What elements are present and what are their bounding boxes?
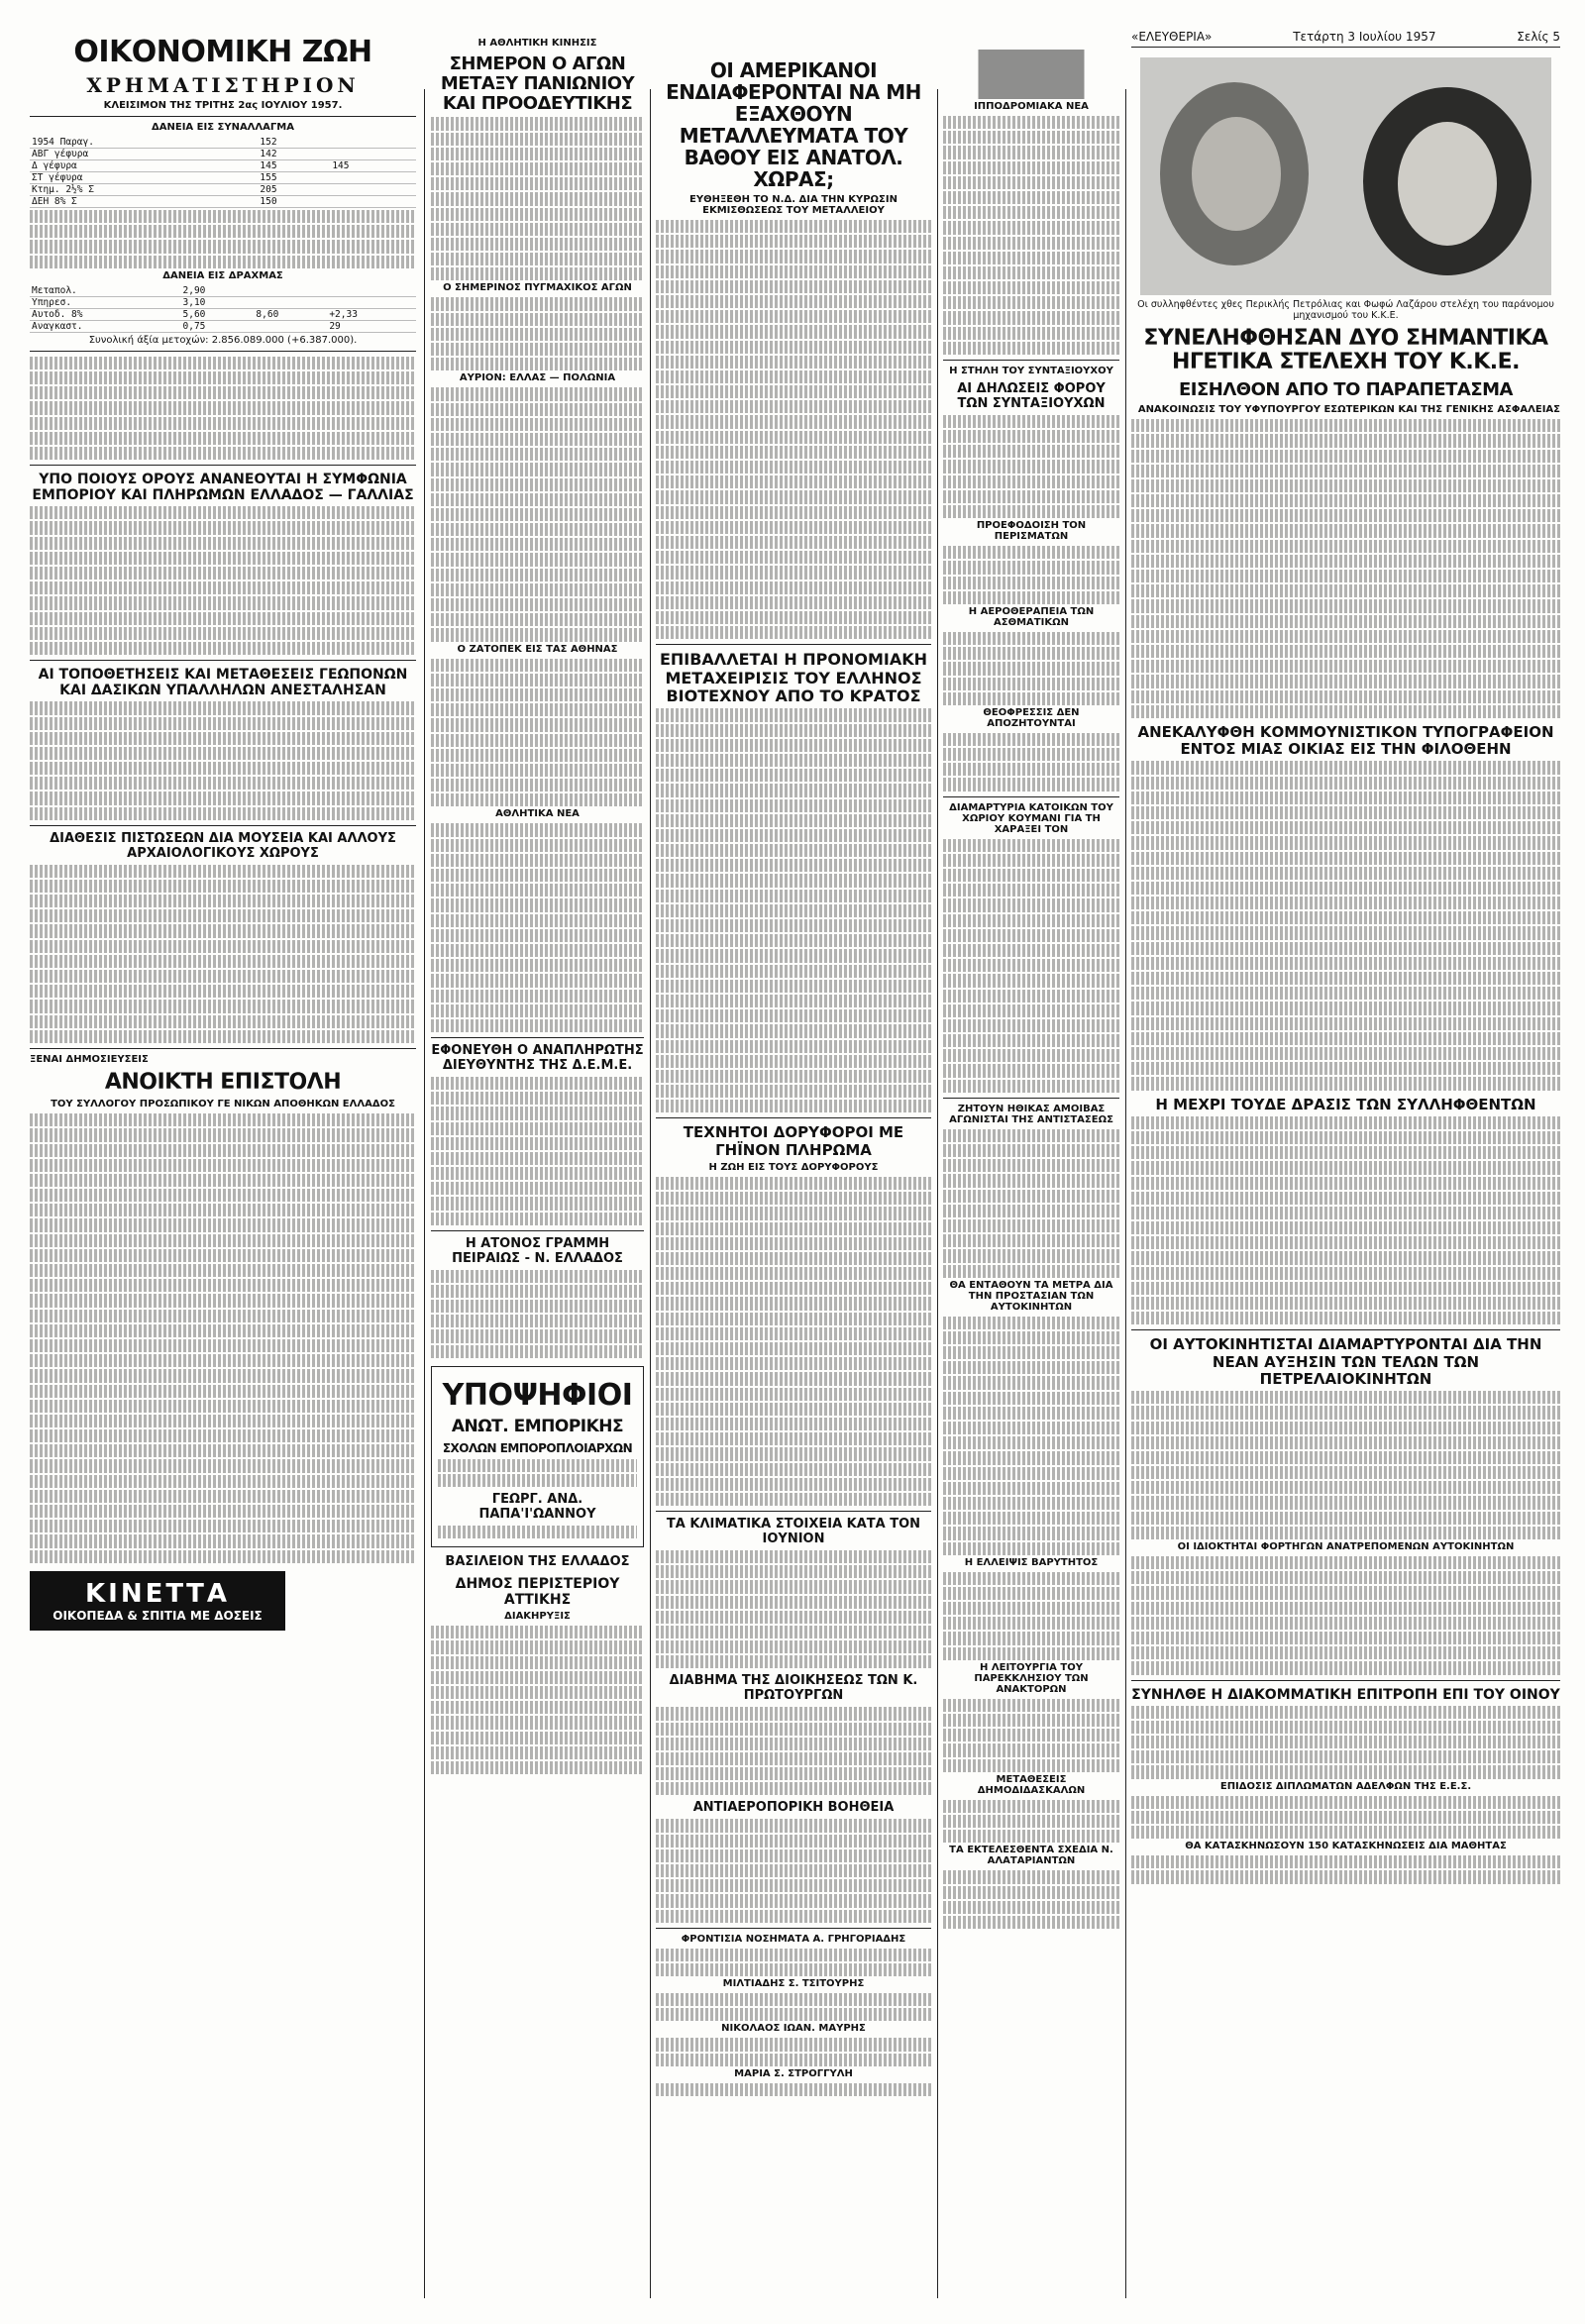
advert-box [30, 1571, 285, 1631]
table-cell: ΑΒΓ γέφυρα [30, 149, 258, 160]
horse-racing-drawing [943, 50, 1119, 99]
advert-line: ΣΧΟΛΩΝ ΕΜΠΟΡΟΠΛΟΙΑΡΧΩΝ [442, 1440, 633, 1455]
classified-ad: ΜΙΛΤΙΑΔΗΣ Σ. ΤΣΙΤΟΥΡΗΣ [722, 1978, 865, 1990]
advert-box [431, 1366, 644, 1547]
headline: ΟΙ ΑΥΤΟΚΙΝΗΤΙΣΤΑΙ ΔΙΑΜΑΡΤΥΡΟΝΤΑΙ ΔΙΑ ΤΗΝ ΝΕΑΝ ΑΥΞΗΣΙΝ ΤΩΝ ΤΕΛΩΝ ΤΩΝ ΠΕΤΡΕΛΑΙΟΚΙΝΗΤΩΝ [1149, 1335, 1542, 1388]
news-photo [1140, 57, 1551, 295]
subheadline: Η ΖΩΗ ΕΙΣ ΤΟΥΣ ΔΟΡΥΦΟΡΟΥΣ [708, 1161, 879, 1173]
column-sports [431, 30, 644, 2298]
table-cell: 3,10 [181, 296, 255, 308]
column-rule [650, 89, 651, 2298]
headline: ΑΝΤΙΑΕΡΟΠΟΡΙΚΗ ΒΟΗΘΕΙΑ [692, 1800, 895, 1816]
subheadline: ΕΠΙΔΟΣΙΣ ΔΙΠΛΩΜΑΤΩΝ ΑΔΕΛΦΩΝ ΤΗΣ Ε.Ε.Σ. [1219, 1780, 1472, 1792]
headline: ΤΑ ΚΛΙΜΑΤΙΚΑ ΣΤΟΙΧΕΙΑ ΚΑΤΑ ΤΟΝ ΙΟΥΝΙΟΝ [666, 1517, 921, 1547]
bonds-table [30, 137, 416, 208]
subheadline: ΕΥΘΗΞΕΘΗ ΤΟ Ν.Δ. ΔΙΑ ΤΗΝ ΚΥΡΩΣΙΝ ΕΚΜΙΣΘΩΣΕΩΣ ΤΟΥ ΜΕΤΑΛΛΕΙΟΥ [689, 194, 898, 216]
column-rule [937, 89, 938, 2298]
table-cell [327, 285, 416, 297]
table-row [30, 296, 416, 308]
table-cell [254, 296, 327, 308]
advert-name: ΓΕΩΡΓ. ΑΝΔ. ΠΑΠΑ'Ι'ΩΑΝΝΟΥ [478, 1492, 596, 1523]
section-title: ΟΙΚΟΝΟΜΙΚΗ ΖΩΗ [73, 35, 372, 69]
subheadline: Η ΛΕΙΤΟΥΡΓΙΑ ΤΟΥ ΠΑΡΕΚΚΛΗΣΙΟΥ ΤΩΝ ΑΝΑΚΤΟΡΩΝ [974, 1661, 1089, 1695]
advert-sub: ΟΙΚΟΠΕΔΑ & ΣΠΙΤΙΑ ΜΕ ΔΟΣΕΙΣ [53, 1608, 263, 1623]
table-cell: Μεταπολ. [30, 285, 181, 297]
table-row [30, 184, 416, 196]
table-cell [402, 172, 416, 184]
table-cell: 1954 Παραγ. [30, 137, 258, 149]
table-cell [330, 149, 402, 160]
subheadline: ΖΗΤΟΥΝ ΗΘΙΚΑΣ ΑΜΟΙΒΑΣ ΑΓΩΝΙΣΤΑΙ ΤΗΣ ΑΝΤΙΣΤΑΣΕΩΣ [949, 1103, 1113, 1125]
table-row [30, 160, 416, 172]
table-cell [402, 196, 416, 208]
subheadline: ΠΡΟΕΦΟΔΟΙΣΗ ΤΟΝ ΠΕΡΙΣΜΑΤΩΝ [976, 520, 1087, 543]
table-cell [254, 320, 327, 332]
kicker: ΙΠΠΟΔΡΟΜΙΑΚΑ ΝΕΑ [974, 101, 1089, 112]
section-label: ΞΕΝΑΙ ΔΗΜΟΣΙΕΥΣΕΙΣ [30, 1053, 149, 1065]
subheadline: ΘΑ ΚΑΤΑΣΚΗΝΩΣΟΥΝ 150 ΚΑΤΑΣΚΗΝΩΣΕΙΣ ΔΙΑ ΜΑΘΗΤΑΣ [1185, 1841, 1507, 1852]
subheadline: Η ΑΕΡΟΘΕΡΑΠΕΙΑ ΤΩΝ ΑΣΘΜΑΤΙΚΩΝ [968, 605, 1095, 628]
headline: ΕΦΟΝΕΥΘΗ Ο ΑΝΑΠΛΗΡΩΤΗΣ ΔΙΕΥΘΥΝΤΗΣ ΤΗΣ Δ.Ε.Μ.Ε. [431, 1043, 644, 1074]
table-cell [330, 196, 402, 208]
newspaper-page [30, 30, 1560, 2298]
notice-title: ΒΑΣΙΛΕΙΟΝ ΤΗΣ ΕΛΛΑΔΟΣ [445, 1554, 630, 1570]
table-cell [330, 137, 402, 149]
table-cell: 0,75 [181, 320, 255, 332]
notice-sub: ΔΗΜΟΣ ΠΕΡΙΣΤΕΡΙΟΥ ΑΤΤΙΚΗΣ [455, 1576, 620, 1609]
table-cell: 5,60 [181, 308, 255, 320]
table-cell [402, 137, 416, 149]
subheadline: ΘΑ ΕΝΤΑΘΟΥΝ ΤΑ ΜΕΤΡΑ ΔΙΑ ΤΗΝ ΠΡΟΣΤΑΣΙΑΝ ΤΩΝ ΑΥΤΟΚΙΝΗΤΩΝ [949, 1279, 1113, 1313]
column-news [656, 30, 931, 2298]
column-economy [30, 30, 416, 2298]
table-cell: Υπηρεσ. [30, 296, 181, 308]
table-row [30, 285, 416, 297]
headline: ΑΝΕΚΑΛΥΦΘΗ ΚΟΜΜΟΥΝΙΣΤΙΚΟΝ ΤΥΠΟΓΡΑΦΕΙΟΝ ΕΝΤΟΣ ΜΙΑΣ ΟΙΚΙΑΣ ΕΙΣ ΤΗΝ ΦΙΛΟΘΕΗΝ [1137, 722, 1554, 759]
table-cell [254, 285, 327, 297]
table-cell [402, 149, 416, 160]
table-cell: 2,90 [181, 285, 255, 297]
table-cell: 150 [258, 196, 330, 208]
classified-ad: ΦΡΟΝΤΙΣΙΑ ΝΟΣΗΜΑΤΑ Α. ΓΡΗΓΟΡΙΑΔΗΣ [681, 1933, 906, 1945]
advert-title: ΚΙΝΕΤΤΑ [85, 1578, 230, 1609]
headline: ΑΙ ΔΗΛΩΣΕΙΣ ΦΟΡΟΥ ΤΩΝ ΣΥΝΤΑΞΙΟΥΧΩΝ [957, 381, 1106, 411]
headline: Η ΑΤΟΝΟΣ ΓΡΑΜΜΗ ΠΕΙΡΑΙΩΣ - Ν. ΕΛΛΑΔΟΣ [452, 1235, 623, 1266]
table-cell [330, 172, 402, 184]
table-cell: 152 [258, 137, 330, 149]
table-cell: 8,60 [254, 308, 327, 320]
headline: Η ΜΕΧΡΙ ΤΟΥΔΕ ΔΡΑΣΙΣ ΤΩΝ ΣΥΛΛΗΦΘΕΝΤΩΝ [1155, 1095, 1536, 1113]
table-row [30, 196, 416, 208]
table-cell: 145 [258, 160, 330, 172]
column-rule [424, 89, 425, 2298]
table-cell: 205 [258, 184, 330, 196]
subheadline: Ο ΣΗΜΕΡΙΝΟΣ ΠΥΓΜΑΧΙΚΟΣ ΑΓΩΝ [443, 282, 632, 294]
column-rule [1125, 89, 1126, 2298]
table-cell [402, 160, 416, 172]
advert-line: ΑΝΩΤ. ΕΜΠΟΡΙΚΗΣ [451, 1416, 624, 1436]
table-cell: ΣΤ γέφυρα [30, 172, 258, 184]
section-subtitle: ΧΡΗΜΑΤΙΣΤΗΡΙΟΝ [86, 73, 360, 97]
table-row [30, 137, 416, 149]
headline: ΔΙΑΘΕΣΙΣ ΠΙΣΤΩΣΕΩΝ ΔΙΑ ΜΟΥΣΕΙΑ ΚΑΙ ΑΛΛΟΥΣ ΑΡΧΑΙΟΛΟΓΙΚΟΥΣ ΧΩΡΟΥΣ [50, 830, 396, 861]
classified-ad: ΝΙΚΟΛΑΟΣ ΙΩΑΝ. ΜΑΥΡΗΣ [721, 2023, 866, 2035]
classified-ad: ΜΑΡΙΑ Σ. ΣΤΡΟΓΓΥΛΗ [734, 2067, 853, 2079]
subheadline: ΤΟΥ ΣΥΛΛΟΓΟΥ ΠΡΟΣΩΠΙΚΟΥ ΓΕ ΝΙΚΩΝ ΑΠΟΘΗΚΩΝ ΕΛΛΑΔΟΣ [51, 1099, 395, 1110]
headline: ΔΙΑΒΗΜΑ ΤΗΣ ΔΙΟΙΚΗΣΕΩΣ ΤΩΝ Κ. ΠΡΩΤΟΥΡΓΩΝ [669, 1673, 918, 1704]
closing-line: ΚΛΕΙΣΙΜΟΝ ΤΗΣ ΤΡΙΤΗΣ 2ας ΙΟΥΛΙΟΥ 1957. [103, 100, 343, 111]
table-cell: +2,33 [327, 308, 416, 320]
table-title: ΔΑΝΕΙΑ ΕΙΣ ΣΥΝΑΛΛΑΓΜΑ [152, 122, 294, 133]
table-cell: ΔΕΗ 8% Σ [30, 196, 258, 208]
headline: ΣΥΝΗΛΘΕ Η ΔΙΑΚΟΜΜΑΤΙΚΗ ΕΠΙΤΡΟΠΗ ΕΠΙ ΤΟΥ ΟΙΝΟΥ [1131, 1686, 1560, 1703]
notice-label: ΔΙΑΚΗΡΥΞΙΣ [504, 1611, 571, 1623]
drachma-bonds-table [30, 285, 416, 333]
subheadline: ΑΥΡΙΟΝ: ΕΛΛΑΣ — ΠΟΛΩΝΙΑ [459, 372, 616, 384]
subheadline: ΤΑ ΕΚΤΕΛΕΣΘΕΝΤΑ ΣΧΕΔΙΑ Ν. ΑΛΑΤΑΡΙΑΝΤΩΝ [949, 1845, 1113, 1867]
table-cell [330, 184, 402, 196]
subheadline: Η ΕΛΛΕΙΨΙΣ ΒΑΡΥΤΗΤΟΣ [964, 1556, 1099, 1568]
table-row [30, 172, 416, 184]
table-row [30, 320, 416, 332]
headline: ΤΕΧΝΗΤΟΙ ΔΟΡΥΦΟΡΟΙ ΜΕ ΓΗΪΝΟΝ ΠΛΗΡΩΜΑ [683, 1123, 904, 1159]
table-title: ΔΑΝΕΙΑ ΕΙΣ ΔΡΑΧΜΑΣ [162, 269, 283, 281]
kicker: Η ΑΘΛΗΤΙΚΗ ΚΙΝΗΣΙΣ [477, 38, 597, 49]
headline: ΣΥΝΕΛΗΦΘΗΣΑΝ ΔΥΟ ΣΗΜΑΝΤΙΚΑ ΗΓΕΤΙΚΑ ΣΤΕΛΕΧΗ ΤΟΥ Κ.Κ.Ε. [1143, 326, 1548, 375]
page-number: Σελίς 5 [1517, 30, 1560, 44]
advert-title: ΥΠΟΨΗΦΙΟΙ [442, 1377, 633, 1413]
headline: ΟΙ ΑΜΕΡΙΚΑΝΟΙ ΕΝΔΙΑΦΕΡΟΝΤΑΙ ΝΑ ΜΗ ΕΞΑΧΘΟΥΝ ΜΕΤΑΛΛΕΥΜΑΤΑ ΤΟΥ ΒΑΘΟΥ ΕΙΣ ΑΝΑΤΟΛ. ΧΩΡΑΣ; [666, 58, 921, 191]
column-front [1131, 30, 1560, 2298]
subheadline: ΑΘΛΗΤΙΚΑ ΝΕΑ [495, 808, 580, 820]
issue-date: Τετάρτη 3 Ιουλίου 1957 [1293, 30, 1436, 44]
total-value: Συνολική άξία μετοχών: 2.856.089.000 (+6.387.000). [88, 334, 358, 346]
masthead-bar [1131, 30, 1560, 48]
headline: ΣΗΜΕΡΟΝ Ο ΑΓΩΝ ΜΕΤΑΞΥ ΠΑΝΙΩΝΙΟΥ ΚΑΙ ΠΡΟΟΔΕΥΤΙΚΗΣ [440, 53, 635, 114]
table-cell: 145 [330, 160, 402, 172]
photo-caption: Οι συλληφθέντες χθες Περικλής Πετρόλιας και Φωφώ Λαζάρου στελέχη του παράνομου μηχανισμού του Κ.Κ.Ε. [1137, 299, 1554, 321]
subheadline: ΕΙΣΗΛΘΟΝ ΑΠΟ ΤΟ ΠΑΡΑΠΕΤΑΣΜΑ [1179, 379, 1513, 401]
subheadline: ΔΙΑΜΑΡΤΥΡΙΑ ΚΑΤΟΙΚΩΝ ΤΟΥ ΧΩΡΙΟΥ ΚΟΥΜΑΝΙ ΓΙΑ ΤΗ ΧΑΡΑΞΕΙ ΤΟΝ [949, 801, 1113, 835]
column-title: Η ΣΤΗΛΗ ΤΟΥ ΣΥΝΤΑΞΙΟΥΧΟΥ [949, 366, 1113, 376]
table-row [30, 308, 416, 320]
table-cell: 29 [327, 320, 416, 332]
table-cell: Αυτοδ. 8% [30, 308, 181, 320]
table-cell: Κτημ. 2½% Σ [30, 184, 258, 196]
paper-name: «ΕΛΕΥΘΕΡΙΑ» [1131, 30, 1213, 44]
table-cell: 155 [258, 172, 330, 184]
headline: ΑΙ ΤΟΠΟΘΕΤΗΣΕΙΣ ΚΑΙ ΜΕΤΑΘΕΣΕΙΣ ΓΕΩΠΟΝΩΝ ΚΑΙ ΔΑΣΙΚΩΝ ΥΠΑΛΛΗΛΩΝ ΑΝΕΣΤΑΛΗΣΑΝ [38, 667, 408, 699]
column-briefs [943, 30, 1119, 2298]
table-cell [327, 296, 416, 308]
subheadline: ΑΝΑΚΟΙΝΩΣΙΣ ΤΟΥ ΥΦΥΠΟΥΡΓΟΥ ΕΣΩΤΕΡΙΚΩΝ ΚΑΙ ΤΗΣ ΓΕΝΙΚΗΣ ΑΣΦΑΛΕΙΑΣ [1137, 404, 1560, 416]
table-cell: Αναγκαστ. [30, 320, 181, 332]
subheadline: ΟΙ ΙΔΙΟΚΤΗΤΑΙ ΦΟΡΤΗΓΩΝ ΑΝΑΤΡΕΠΟΜΕΝΩΝ ΑΥΤΟΚΙΝΗΤΩΝ [1177, 1541, 1515, 1553]
headline: ΥΠΟ ΠΟΙΟΥΣ ΟΡΟΥΣ ΑΝΑΝΕΟΥΤΑΙ Η ΣΥΜΦΩΝΙΑ ΕΜΠΟΡΙΟΥ ΚΑΙ ΠΛΗΡΩΜΩΝ ΕΛΛΑΔΟΣ — ΓΑΛΛΙΑΣ [32, 472, 414, 504]
table-cell [402, 184, 416, 196]
table-cell: Δ γέφυρα [30, 160, 258, 172]
headline: ΕΠΙΒΑΛΛΕΤΑΙ Η ΠΡΟΝΟΜΙΑΚΗ ΜΕΤΑΧΕΙΡΙΣΙΣ ΤΟΥ ΕΛΛΗΝΟΣ ΒΙΟΤΕΧΝΟΥ ΑΠΟ ΤΟ ΚΡΑΤΟΣ [659, 650, 928, 706]
table-cell: 142 [258, 149, 330, 160]
headline: ΑΝΟΙΚΤΗ ΕΠΙΣΤΟΛΗ [104, 1069, 342, 1095]
subheadline: Ο ΖΑΤΟΠΕΚ ΕΙΣ ΤΑΣ ΑΘΗΝΑΣ [457, 643, 618, 655]
subheadline: ΜΕΤΑΘΕΣΕΙΣ ΔΗΜΟΔΙΔΑΣΚΑΛΩΝ [977, 1773, 1086, 1796]
subheadline: ΘΕΟΦΡΕΣΣΙΣ ΔΕΝ ΑΠΟΖΗΤΟΥΝΤΑΙ [983, 706, 1080, 729]
table-row [30, 149, 416, 160]
